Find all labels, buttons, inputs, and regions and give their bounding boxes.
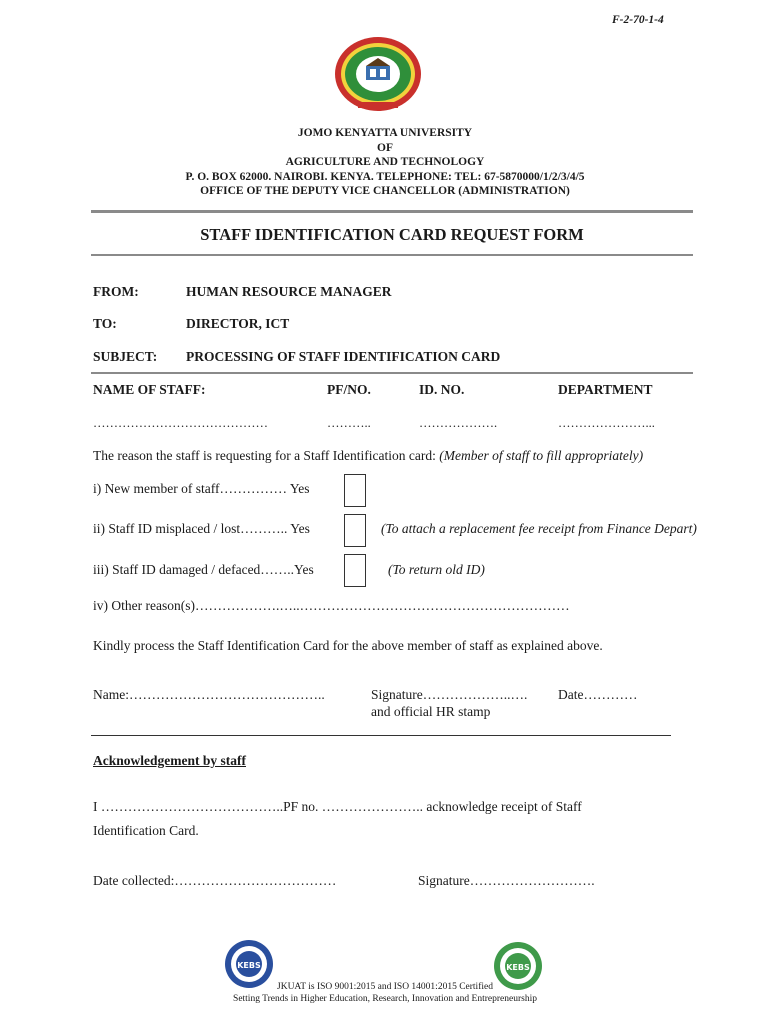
form-title: STAFF IDENTIFICATION CARD REQUEST FORM: [200, 225, 584, 244]
title-bottom-rule: [91, 254, 693, 256]
column-pf-header: PF/NO.: [327, 382, 371, 397]
title-top-rule: [91, 210, 693, 213]
option-misplaced: ii) Staff ID misplaced / lost……….. Yes: [93, 521, 310, 536]
acknowledgement-line1[interactable]: I …………………………………..PF no. ………………….. acknowledge receipt of Staff: [93, 799, 582, 814]
university-faculty: AGRICULTURE AND TECHNOLOGY: [285, 156, 485, 168]
university-logo: [333, 36, 423, 112]
hr-date-field[interactable]: Date…………: [558, 687, 638, 702]
hr-name-field[interactable]: Name:……………………………………..: [93, 687, 325, 702]
from-label: FROM:: [93, 284, 139, 299]
id-field[interactable]: ……………….: [419, 416, 498, 430]
office-name: OFFICE OF THE DEPUTY VICE CHANCELLOR (ADMINISTRATION): [200, 185, 570, 197]
form-code: F-2-70-1-4: [612, 14, 664, 26]
subject-label: SUBJECT:: [93, 349, 158, 364]
column-id-header: ID. NO.: [419, 382, 465, 397]
reason-intro: [93, 448, 643, 464]
university-name: JOMO KENYATTA UNIVERSITY: [297, 127, 473, 139]
university-motto: Setting Trends in Higher Education, Research, Innovation and Entrepreneurship: [233, 994, 537, 1004]
university-of: OF: [377, 141, 393, 154]
reason-intro-text: The reason the staff is requesting for a Staff Identification card:: [93, 448, 436, 463]
certification-text: JKUAT is ISO 9001:2015 and ISO 14001:2015 Certified: [277, 982, 493, 992]
from-value: HUMAN RESOURCE MANAGER: [186, 284, 392, 299]
date-collected-field[interactable]: Date collected:………………………………: [93, 873, 337, 888]
to-value: DIRECTOR, ICT: [186, 316, 290, 331]
damaged-note: (To return old ID): [388, 562, 485, 577]
letterhead: [0, 126, 770, 199]
acknowledgement-heading: Acknowledgement by staff: [93, 753, 246, 768]
to-label: TO:: [93, 316, 117, 331]
new-member-checkbox[interactable]: [344, 474, 366, 507]
iso-14001-seal-label: KEBS: [506, 963, 530, 972]
kindly-process-text: Kindly process the Staff Identification Card for the above member of staff as explained above.: [93, 638, 603, 653]
column-dept-header: DEPARTMENT: [558, 382, 653, 397]
dept-field[interactable]: …………………...: [558, 416, 655, 430]
name-field[interactable]: ……………………………………: [93, 416, 268, 430]
reason-intro-note: (Member of staff to fill appropriately): [439, 448, 644, 463]
column-name-header: NAME OF STAFF:: [93, 382, 206, 397]
staff-signature-field[interactable]: Signature……………………….: [418, 873, 595, 888]
option-new-member: i) New member of staff…………… Yes: [93, 481, 310, 496]
misplaced-note: (To attach a replacement fee receipt from Finance Depart): [381, 521, 697, 536]
acknowledgement-line2: Identification Card.: [93, 823, 199, 838]
iso-9001-seal-label: KEBS: [237, 961, 261, 970]
damaged-checkbox[interactable]: [344, 554, 366, 587]
subject-value: PROCESSING OF STAFF IDENTIFICATION CARD: [186, 349, 501, 364]
hr-signature-field[interactable]: Signature………………..….: [371, 687, 528, 702]
subject-rule: [91, 372, 693, 374]
misplaced-checkbox[interactable]: [344, 514, 366, 547]
university-address: P. O. BOX 62000. NAIROBI. KENYA. TELEPHONE: TEL: 67-5870000/1/2/3/4/5: [185, 170, 585, 183]
option-damaged: iii) Staff ID damaged / defaced……..Yes: [93, 562, 314, 577]
footer: [0, 981, 770, 1005]
pf-field[interactable]: ………..: [327, 416, 371, 430]
option-other[interactable]: iv) Other reason(s)……………….…..……………………………………………………: [93, 598, 570, 613]
hr-rule: [91, 735, 671, 736]
hr-stamp-label: and official HR stamp: [371, 704, 491, 719]
